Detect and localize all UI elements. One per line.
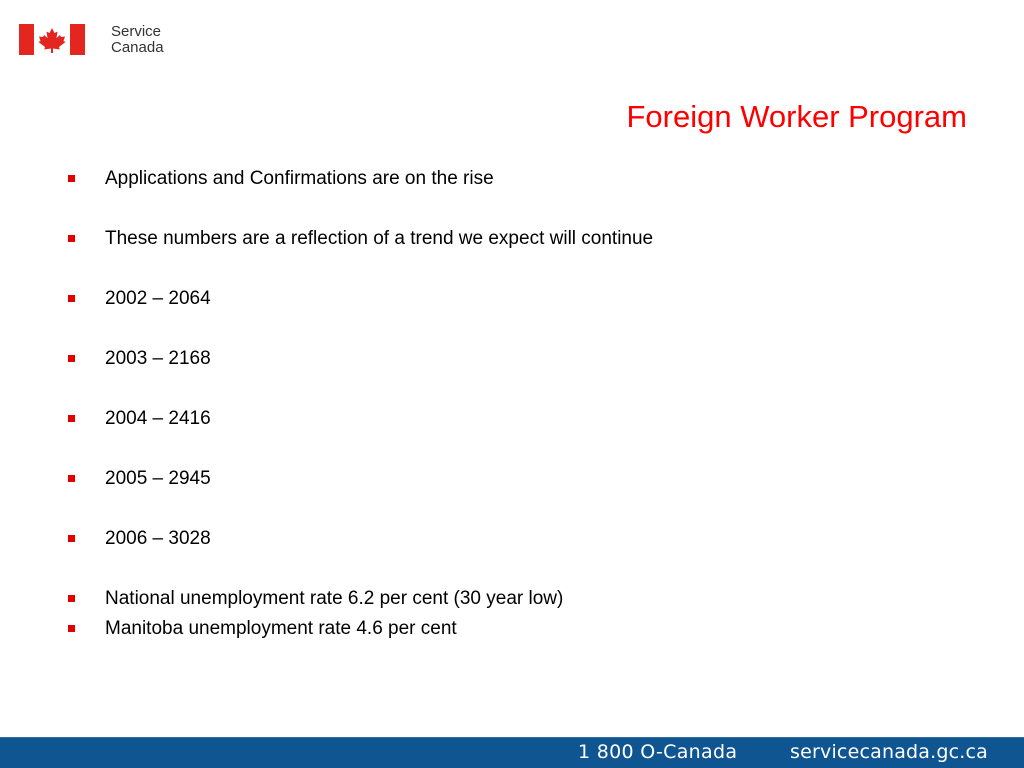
service-canada-wordmark xyxy=(111,24,164,56)
bullet-text: 2002 – 2064 xyxy=(105,288,211,309)
bullet-marker xyxy=(68,535,75,542)
footer-website: servicecanada.gc.ca xyxy=(790,741,989,763)
bullet-text: 2003 – 2168 xyxy=(105,348,211,369)
bullet-marker xyxy=(68,355,75,362)
bullet-marker xyxy=(68,415,75,422)
wordmark-line-canada: Canada xyxy=(111,39,164,56)
bullet-text: These numbers are a reflection of a trend we expect will continue xyxy=(105,228,654,249)
canada-flag-icon xyxy=(19,24,85,55)
bullet-text: National unemployment rate 6.2 per cent (30 year low) xyxy=(105,588,564,609)
bullet-text: 2004 – 2416 xyxy=(105,408,211,429)
bullet-marker xyxy=(68,295,75,302)
bullet-marker xyxy=(68,595,75,602)
bullet-text: Applications and Confirmations are on the rise xyxy=(105,168,494,189)
bullet-marker xyxy=(68,175,75,182)
bullet-marker xyxy=(68,235,75,242)
footer-phone: 1 800 O-Canada xyxy=(578,741,738,763)
service-canada-logo xyxy=(19,24,164,56)
wordmark-line-service: Service xyxy=(111,23,162,40)
slide-title: Foreign Worker Program xyxy=(626,99,967,134)
footer-bar xyxy=(0,737,1024,768)
bullet-marker xyxy=(68,475,75,482)
bullet-text: Manitoba unemployment rate 4.6 per cent xyxy=(105,618,457,639)
bullet-text: 2005 – 2945 xyxy=(105,468,211,489)
bullet-text: 2006 – 3028 xyxy=(105,528,211,549)
bullet-marker xyxy=(68,625,75,632)
